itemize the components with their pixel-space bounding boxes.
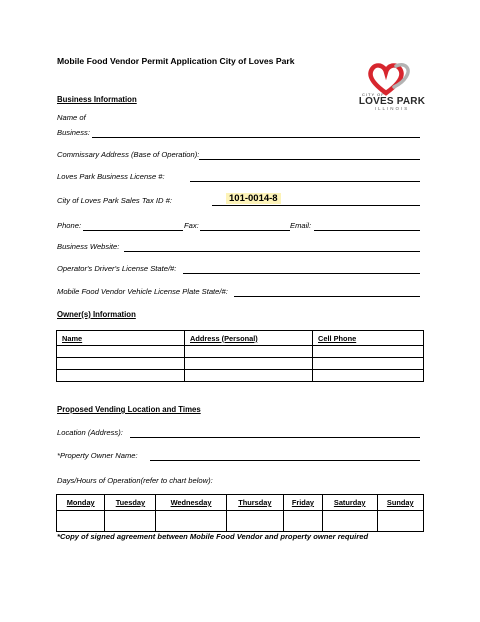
vehicle-plate-label: Mobile Food Vendor Vehicle License Plate State/#: (57, 287, 228, 296)
thursday-hours-cell[interactable] (226, 511, 283, 532)
business-name-input[interactable] (92, 137, 420, 138)
tuesday-hours-cell[interactable] (105, 511, 156, 532)
day-wednesday: Wednesday (156, 495, 226, 511)
drivers-license-input[interactable] (183, 273, 420, 274)
business-heading: Business Information (57, 95, 137, 104)
owners-table (56, 330, 424, 382)
saturday-hours-cell[interactable] (322, 511, 377, 532)
table-row (57, 346, 424, 358)
friday-hours-cell[interactable] (284, 511, 323, 532)
owner-name-cell[interactable] (57, 358, 185, 370)
city-logo (356, 60, 428, 120)
owner-name-cell[interactable] (57, 346, 185, 358)
form-title: Mobile Food Vendor Permit Application City of Loves Park (57, 56, 295, 66)
tax-id-label: City of Loves Park Sales Tax ID #: (57, 196, 172, 205)
monday-hours-cell[interactable] (57, 511, 105, 532)
owners-heading: Owner(s) Information (57, 310, 136, 319)
logo-city-of-text: CITY OF (362, 92, 385, 97)
website-label: Business Website: (57, 242, 120, 251)
commissary-label: Commissary Address (Base of Operation): (57, 150, 200, 159)
logo-state-text: ILLINOIS (374, 106, 410, 111)
owner-phone-cell[interactable] (313, 358, 424, 370)
drivers-license-label: Operator's Driver's License State/#: (57, 264, 177, 273)
table-row (57, 511, 424, 532)
phone-input[interactable] (83, 230, 183, 231)
agreement-footnote: *Copy of signed agreement between Mobile Food Vendor and property owner required (57, 532, 369, 541)
email-label: Email: (290, 221, 312, 230)
day-thursday: Thursday (226, 495, 283, 511)
business-name-label-line2: Business: (57, 128, 90, 137)
days-header-row (57, 495, 424, 511)
day-saturday: Saturday (322, 495, 377, 511)
days-table (56, 494, 424, 532)
owners-col-phone: Cell Phone (313, 331, 424, 346)
wednesday-hours-cell[interactable] (156, 511, 226, 532)
commissary-input[interactable] (199, 159, 420, 160)
tax-id-input[interactable] (212, 205, 420, 206)
days-hours-label: Days/Hours of Operation(refer to chart below): (57, 476, 213, 485)
table-row (57, 358, 424, 370)
day-monday: Monday (57, 495, 105, 511)
day-friday: Friday (284, 495, 323, 511)
email-input[interactable] (314, 230, 420, 231)
logo-main-text: LOVES PARK (358, 96, 426, 107)
owner-phone-cell[interactable] (313, 346, 424, 358)
owner-address-cell[interactable] (185, 358, 313, 370)
day-sunday: Sunday (377, 495, 423, 511)
property-owner-input[interactable] (150, 460, 420, 461)
property-owner-label: *Property Owner Name: (57, 451, 138, 460)
license-input[interactable] (190, 181, 420, 182)
owners-col-address: Address (Personal) (185, 331, 313, 346)
table-row (57, 370, 424, 382)
location-label: Location (Address): (57, 428, 123, 437)
heart-logo-icon (356, 60, 428, 96)
fax-label: Fax: (184, 221, 199, 230)
location-input[interactable] (130, 437, 420, 438)
website-input[interactable] (124, 251, 420, 252)
vending-heading: Proposed Vending Location and Times (57, 405, 201, 414)
day-tuesday: Tuesday (105, 495, 156, 511)
owner-address-cell[interactable] (185, 346, 313, 358)
vehicle-plate-input[interactable] (234, 296, 420, 297)
owners-header-row (57, 331, 424, 346)
sunday-hours-cell[interactable] (377, 511, 423, 532)
fax-input[interactable] (200, 230, 290, 231)
owner-name-cell[interactable] (57, 370, 185, 382)
phone-label: Phone: (57, 221, 82, 230)
license-label: Loves Park Business License #: (57, 172, 165, 181)
tax-id-value: 101-0014-8 (226, 193, 281, 204)
business-name-label-line1: Name of (57, 113, 86, 122)
owner-address-cell[interactable] (185, 370, 313, 382)
owner-phone-cell[interactable] (313, 370, 424, 382)
owners-col-name: Name (57, 331, 185, 346)
